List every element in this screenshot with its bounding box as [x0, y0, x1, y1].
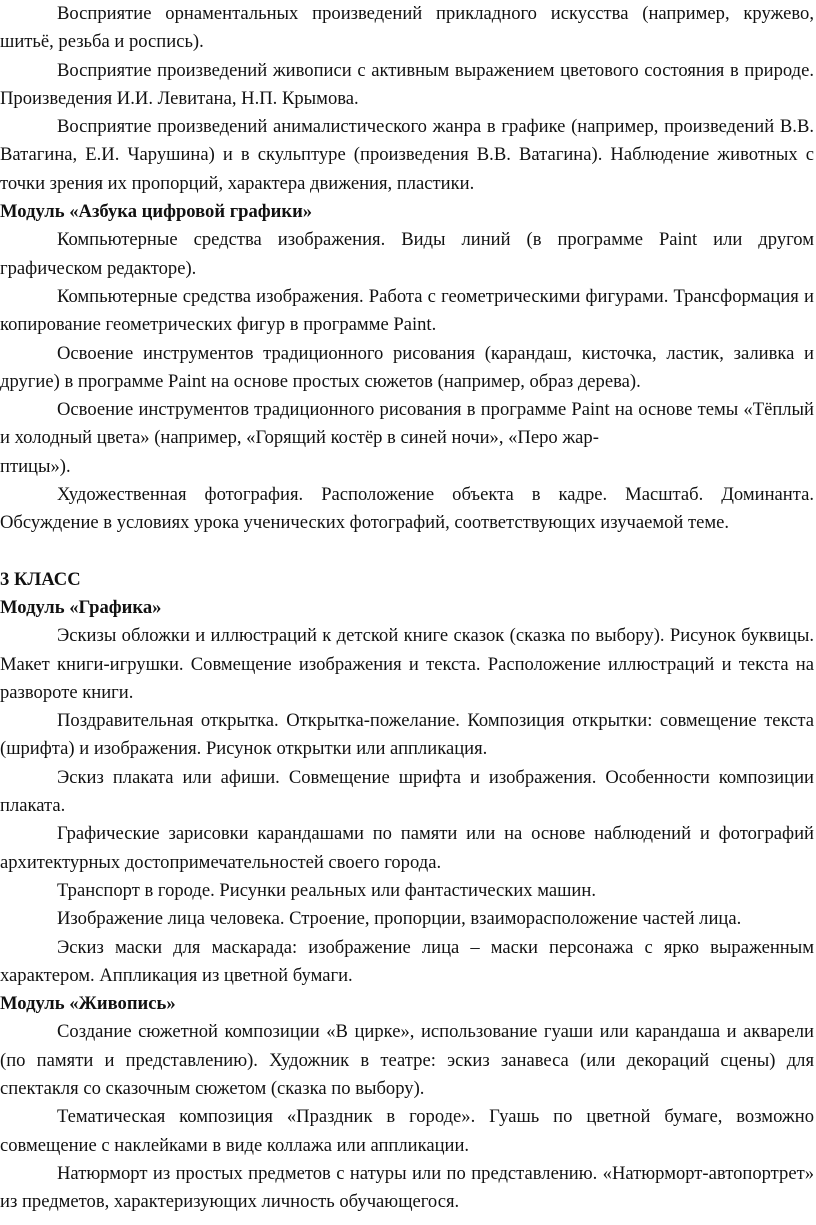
section-spacer: [0, 538, 814, 566]
paragraph-digital-lines: Компьютерные средства изображения. Виды линий (в программе Paint или другом графическом редакторе).: [0, 229, 814, 279]
module-digital-heading: Модуль «Азбука цифровой графики»: [0, 201, 313, 223]
paragraph-graphics-transport: Транспорт в городе. Рисунки реальных или фантастических машин.: [57, 879, 596, 901]
paragraph-graphics-face: Изображение лица человека. Строение, пропорции, взаиморасположение частей лица.: [57, 908, 742, 930]
paragraph-painting-perception: Восприятие произведений живописи с активным выражением цветового состояния в природе. Произведения И.И. Левитана, Н.П. Крымова.: [0, 59, 814, 109]
paragraph-graphics-card: Поздравительная открытка. Открытка-пожелание. Композиция открытки: совмещение текста (шрифта) и изображения. Рисунок открытки или аппликация.: [0, 710, 814, 760]
paragraph-ornamental: Восприятие орнаментальных произведений прикладного искусства (например, кружево, шитьё, резьба и роспись).: [0, 3, 814, 53]
paragraph-graphics-mask: Эскиз маски для маскарада: изображение лица – маски персонажа с ярко выраженным характером. Аппликация из цветной бумаги.: [0, 936, 814, 986]
paragraph-animalistic: Восприятие произведений анималистического жанра в графике (например, произведений В.В. Ватагина, Е.И. Чарушина) и в скульптуре (произведения В.В. Ватагина). Наблюдение животных с точки зрения их пропорций, характера движения, пластики.: [0, 116, 814, 194]
paragraph-painting-still-life: Натюрморт из простых предметов с натуры или по представлению. «Натюрморт-автопортрет» из предметов, характеризующих личность обучающегося.: [0, 1162, 814, 1213]
grade-heading: 3 КЛАСС: [0, 568, 81, 590]
module-graphics-heading: Модуль «Графика»: [0, 596, 162, 618]
paragraph-graphics-poster: Эскиз плаката или афиши. Совмещение шрифта и изображения. Особенности композиции плаката.: [0, 766, 814, 817]
paragraph-digital-shapes: Компьютерные средства изображения. Работа с геометрическими фигурами. Трансформация и копирование геометрических фигур в программе Paint.: [0, 285, 814, 336]
paragraph-painting-holiday: Тематическая композиция «Праздник в городе». Гуашь по цветной бумаге, возможно совмещение с наклейками в виде коллажа или аппликации.: [0, 1106, 814, 1156]
module-painting-heading: Модуль «Живопись»: [0, 993, 176, 1015]
paragraph-graphics-architecture: Графические зарисовки карандашами по памяти или на основе наблюдений и фотографий архитектурных достопримечательностей своего города.: [0, 823, 814, 873]
paragraph-graphics-book: Эскизы обложки и иллюстраций к детской книге сказок (сказка по выбору). Рисунок буквицы. Макет книги-игрушки. Совмещение изображения и текста. Расположение иллюстраций и текста на развороте книги.: [0, 625, 814, 703]
paragraph-digital-tools: Освоение инструментов традиционного рисования (карандаш, кисточка, ластик, заливка и другие) в программе Paint на основе простых сюжетов (например, образ дерева).: [0, 342, 814, 392]
paragraph-painting-circus: Создание сюжетной композиции «В цирке», использование гуаши или карандаша и акварели (по памяти и представлению). Художник в театре: эскиз занавеса (или декораций сцены) для спектакля со сказочным сюжетом (сказка по выбору).: [0, 1021, 814, 1099]
paragraph-digital-warm-cold: Освоение инструментов традиционного рисования в программе Paint на основе темы «Тёплый и холодный цвета» (например, «Горящий костёр в синей ночи», «Перо жар- птицы»).: [0, 399, 814, 477]
paragraph-digital-photo: Художественная фотография. Расположение объекта в кадре. Масштаб. Доминанта. Обсуждение в условиях урока ученических фотографий, соответствующих изучаемой теме.: [0, 484, 814, 534]
